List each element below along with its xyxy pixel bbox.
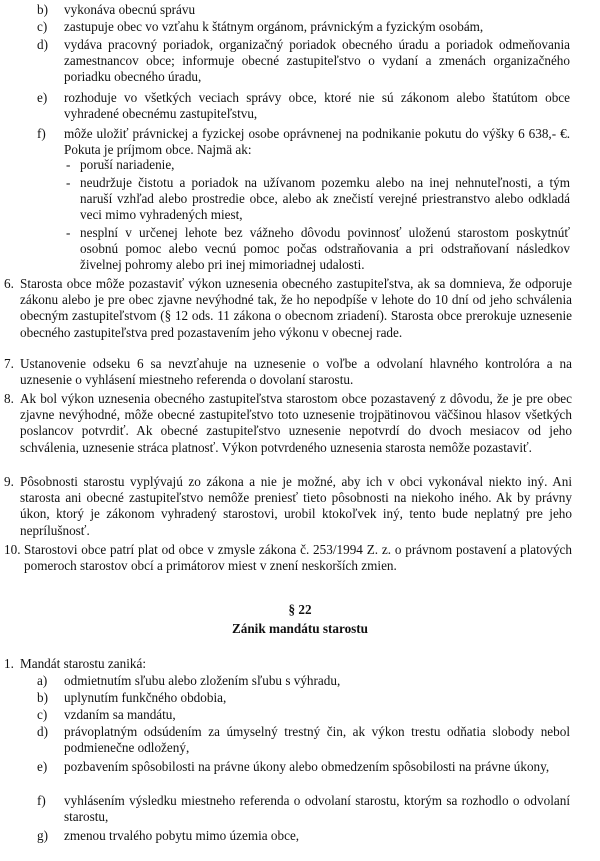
item-label: e) xyxy=(37,759,48,774)
paragraph-number: 1. xyxy=(4,656,14,671)
item-text: vydáva pracovný poriadok, organizačný poriadok obecného úradu a poriadok odmeňovania zamestnancov obce; informuje obecné zastupiteľstvo o vydaní a zmenách organizačného poriadku obecného úradu, xyxy=(64,37,570,85)
section-title: Zánik mandátu starostu xyxy=(231,621,369,636)
item-text: vzdaním sa mandátu, xyxy=(64,707,176,722)
dash-bullet: - xyxy=(66,175,71,190)
item-text: rozhoduje vo všetkých veciach správy obce, ktoré nie sú zákonom alebo štatútom obce vyhradené obecnému zastupiteľstvu, xyxy=(64,90,570,122)
item-label: g) xyxy=(37,828,48,843)
paragraph-number: 10. xyxy=(4,542,21,557)
item-text: vykonáva obecnú správu xyxy=(64,2,196,17)
item-text: právoplatným odsúdením za úmyselný trestný čin, ak výkon trestu odňatia slobody nebol podmienečne odložený, xyxy=(64,724,570,756)
section-number: § 22 xyxy=(288,602,312,617)
paragraph-text: Starostovi obce patrí plat od obce v zmysle zákona č. 253/1994 Z. z. o právnom postavení a platových pomeroch starostov obcí a primátorov miest v znení neskorších zmien. xyxy=(24,542,572,574)
item-label: b) xyxy=(37,2,48,17)
item-text: môže uložiť právnickej a fyzickej osobe oprávnenej na podnikanie pokutu do výšky 6 638,- €. Pokuta je príjmom obce. Najmä ak: xyxy=(64,126,570,158)
item-label: e) xyxy=(37,90,48,105)
dash-bullet: - xyxy=(66,225,71,240)
item-text: zastupuje obec vo vzťahu k štátnym orgánom, právnickým a fyzickým osobám, xyxy=(64,19,484,34)
paragraph-number: 9. xyxy=(4,474,14,489)
item-label: b) xyxy=(37,690,48,705)
item-text: vyhlásením výsledku miestneho referenda o odvolaní starostu, ktorým sa rozhodlo o odvolaní starostu, xyxy=(64,793,570,825)
paragraph-text: Ustanovenie odseku 6 sa nevzťahuje na uznesenie o voľbe a odvolaní hlavného kontrolóra a na uznesenie o vyhlásení miestneho referenda o dovolaní starostu. xyxy=(20,356,572,388)
item-label: c) xyxy=(37,19,48,34)
paragraph-text: Starosta obce môže pozastaviť výkon uznesenia obecného zastupiteľstva, ak sa domnieva, že odporuje zákonu alebo je pre obec zjavne nevýhodné tak, že ho nepodpíše v lehote do 10 dní od jeho schválenia obecným zastupiteľstvom (§ 12 ods. 11 zákona o obecnom zriadení). Starosta obce prerokuje uznesenie obecného zastupiteľstva pred pozastavením jeho výkonu v obecnej rade. xyxy=(20,276,572,340)
item-text: odmietnutím sľubu alebo zložením sľubu s výhradu, xyxy=(64,673,341,688)
item-label: d) xyxy=(37,37,48,52)
item-label: f) xyxy=(37,793,46,808)
item-text: zmenou trvalého pobytu mimo územia obce, xyxy=(64,828,300,843)
dash-bullet: - xyxy=(66,157,71,172)
subitem-text: nesplní v určenej lehote bez vážneho dôvodu povinnosť uloženú starostom poskytnúť osobnú pomoc alebo vecnú pomoc počas odstraňovania a pri odstraňovaní následkov živelnej pohromy alebo pri inej mimoriadnej udalosti. xyxy=(80,225,570,273)
subitem-text: poruší nariadenie, xyxy=(80,157,175,172)
item-text: uplynutím funkčného obdobia, xyxy=(64,690,227,705)
item-label: a) xyxy=(37,673,48,688)
subitem-text: neudržuje čistotu a poriadok na užívanom pozemku alebo na inej nehnuteľnosti, a tým naruší vzhľad alebo prostredie obce, alebo ak znečistí verejné priestranstvo alebo odkladá veci mimo vyhradených miest, xyxy=(80,175,570,223)
item-label: f) xyxy=(37,126,46,141)
paragraph-text: Mandát starostu zaniká: xyxy=(20,656,146,671)
item-label: c) xyxy=(37,707,48,722)
item-text: pozbavením spôsobilosti na právne úkony alebo obmedzením spôsobilosti na právne úkony, xyxy=(64,759,550,774)
paragraph-number: 7. xyxy=(4,356,14,371)
paragraph-number: 6. xyxy=(4,276,14,291)
paragraph-number: 8. xyxy=(4,391,14,406)
paragraph-text: Pôsobnosti starostu vyplývajú zo zákona a nie je možné, aby ich v obci vykonával niekto iný. Ani starosta ani obecné zastupiteľstvo nemôže preniesť tieto pôsobnosti na niekoho iného. Ak by právny úkon, ktorý je zákonom vyhradený starostovi, urobil ktokoľvek iný, tento bude neplatný pre jeho neprílušnosť. xyxy=(20,474,572,538)
item-label: d) xyxy=(37,724,48,739)
paragraph-text: Ak bol výkon uznesenia obecného zastupiteľstva starostom obce pozastavený z dôvodu, že je pre obec zjavne nevýhodné, môže obecné zastupiteľstvo toto uznesenie trojpätinovou väčšinou hlasov všetkých poslancov potvrdiť. Ak obecné zastupiteľstvo uznesenie nepotvrdí do dvoch mesiacov od jeho schválenia, uznesenie stráca platnosť. Výkon potvrdeného uznesenia starosta nemôže pozastaviť. xyxy=(20,391,572,455)
